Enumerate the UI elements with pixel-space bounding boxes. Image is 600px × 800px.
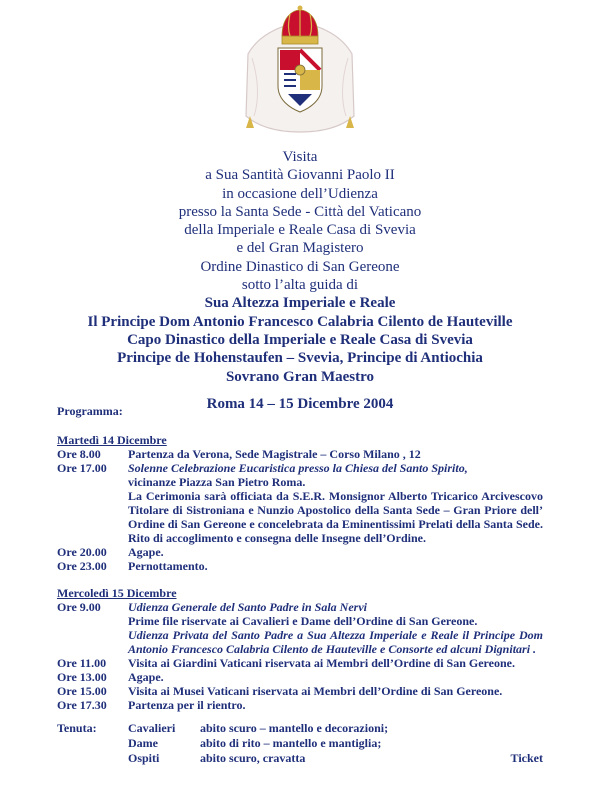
- heading-line: in occasione dell’Udienza: [222, 185, 378, 202]
- heading-line: Ordine Dinastico di San Gereone: [200, 258, 400, 275]
- schedule-time: Ore 20.00: [57, 545, 107, 559]
- schedule-text: Udienza Privata del Santo Padre a Sua Altezza Imperiale e Reale il Principe Dom Antonio Francesco Calabria Cilento de Hauteville e Consorte ed alcuni Dignitari .: [128, 628, 543, 656]
- crest-icon: [240, 4, 360, 136]
- schedule-time: Ore 17.30: [57, 698, 107, 712]
- schedule-text: Solenne Celebrazione Eucaristica presso la Chiesa del Santo Spirito,: [128, 461, 468, 475]
- dress-code-who: Dame: [128, 736, 158, 750]
- day-schedule-2: [57, 586, 543, 712]
- dress-code-what: abito scuro – mantello e decorazioni;: [200, 721, 389, 735]
- heading-line: Sua Altezza Imperiale e Reale: [204, 295, 396, 312]
- schedule-row: [57, 559, 543, 573]
- schedule-row: [57, 545, 543, 559]
- schedule-time: Ore 8.00: [57, 447, 101, 461]
- dress-code: [57, 721, 543, 766]
- heading-line: Visita: [282, 149, 318, 165]
- schedule-row: [57, 656, 543, 670]
- schedule-text: Prime file riservate ai Cavalieri e Dame dell’Ordine di San Gereone.: [128, 614, 478, 628]
- schedule-text: Agape.: [128, 670, 164, 684]
- schedule-text: Udienza Generale del Santo Padre in Sala Nervi: [128, 600, 367, 614]
- event-heading: [30, 148, 570, 413]
- schedule-time: Ore 11.00: [57, 656, 107, 670]
- day-title: Mercoledì 15 Dicembre: [57, 586, 177, 600]
- event-date: Roma 14 – 15 Dicembre 2004: [206, 395, 394, 412]
- schedule-text: La Cerimonia sarà officiata da S.E.R. Monsignor Alberto Tricarico Arcivescovo Titolare di Sistroniana e Nunzio Apostolico della Santa Sede – Gran Priore dell’ Ordine di San Gereone e concelebrata da Eminentissimi Prelati della Santa Sede. Rito di accoglimento e consegna delle Insegne dell’Ordine.: [128, 489, 543, 545]
- schedule-text: Partenza da Verona, Sede Magistrale – Corso Milano , 12: [128, 447, 421, 461]
- schedule-row: [57, 461, 543, 475]
- heading-line: Capo Dinastico della Imperiale e Reale Casa di Svevia: [127, 331, 473, 348]
- dress-code-who: Cavalieri: [128, 721, 176, 735]
- schedule-time: [57, 614, 128, 628]
- schedule-text: Pernottamento.: [128, 559, 208, 573]
- schedule-text: Visita ai Giardini Vaticani riservata ai Membri dell’Ordine di San Gereone.: [128, 656, 515, 670]
- heading-line: Principe de Hohenstaufen – Svevia, Principe di Antiochia: [117, 350, 483, 367]
- dress-code-row: [57, 751, 543, 766]
- schedule-text: Visita ai Musei Vaticani riservata ai Membri dell’Ordine di San Gereone.: [128, 684, 503, 698]
- schedule-time: Ore 13.00: [57, 670, 107, 684]
- schedule-time: [57, 628, 128, 656]
- schedule-time: Ore 15.00: [57, 684, 107, 698]
- day-schedule-1: [57, 433, 543, 573]
- heading-line: Il Principe Dom Antonio Francesco Calabria Cilento de Hauteville: [87, 313, 513, 330]
- heading-line: a Sua Santità Giovanni Paolo II: [205, 167, 395, 184]
- schedule-row: [57, 628, 543, 656]
- heading-line: presso la Santa Sede - Città del Vaticano: [178, 203, 422, 220]
- dress-code-label: Tenuta:: [57, 721, 97, 735]
- schedule-time: [57, 475, 128, 489]
- dress-code-row: [57, 721, 543, 736]
- schedule-row: [57, 489, 543, 545]
- schedule-time: Ore 17.00: [57, 461, 107, 475]
- schedule-row: [57, 684, 543, 698]
- schedule-text: Agape.: [128, 545, 164, 559]
- coat-of-arms: [240, 4, 360, 136]
- schedule-row: [57, 447, 543, 461]
- dress-code-what: abito di rito – mantello e mantiglia;: [200, 736, 382, 750]
- dress-code-who: Ospiti: [128, 751, 160, 765]
- dress-code-row: [57, 736, 543, 751]
- heading-line: della Imperiale e Reale Casa di Svevia: [184, 222, 416, 239]
- schedule-row: [57, 614, 543, 628]
- heading-line: e del Gran Magistero: [236, 240, 364, 257]
- day-title: Martedì 14 Dicembre: [57, 433, 167, 447]
- schedule-row: [57, 475, 543, 489]
- schedule-row: [57, 670, 543, 684]
- schedule-text: Partenza per il rientro.: [128, 698, 246, 712]
- dress-code-what: abito scuro, cravatta: [200, 751, 306, 765]
- schedule-time: Ore 9.00: [57, 600, 101, 614]
- schedule-time: [57, 489, 128, 545]
- schedule-text: vicinanze Piazza San Pietro Roma.: [128, 475, 306, 489]
- heading-line: sotto l’alta guida di: [241, 277, 359, 294]
- programma-label: Programma:: [57, 404, 123, 418]
- schedule-row: [57, 698, 543, 712]
- heading-line: Sovrano Gran Maestro: [225, 368, 375, 385]
- schedule-row: [57, 600, 543, 614]
- ticket-label: Ticket: [510, 751, 543, 765]
- schedule-time: Ore 23.00: [57, 559, 107, 573]
